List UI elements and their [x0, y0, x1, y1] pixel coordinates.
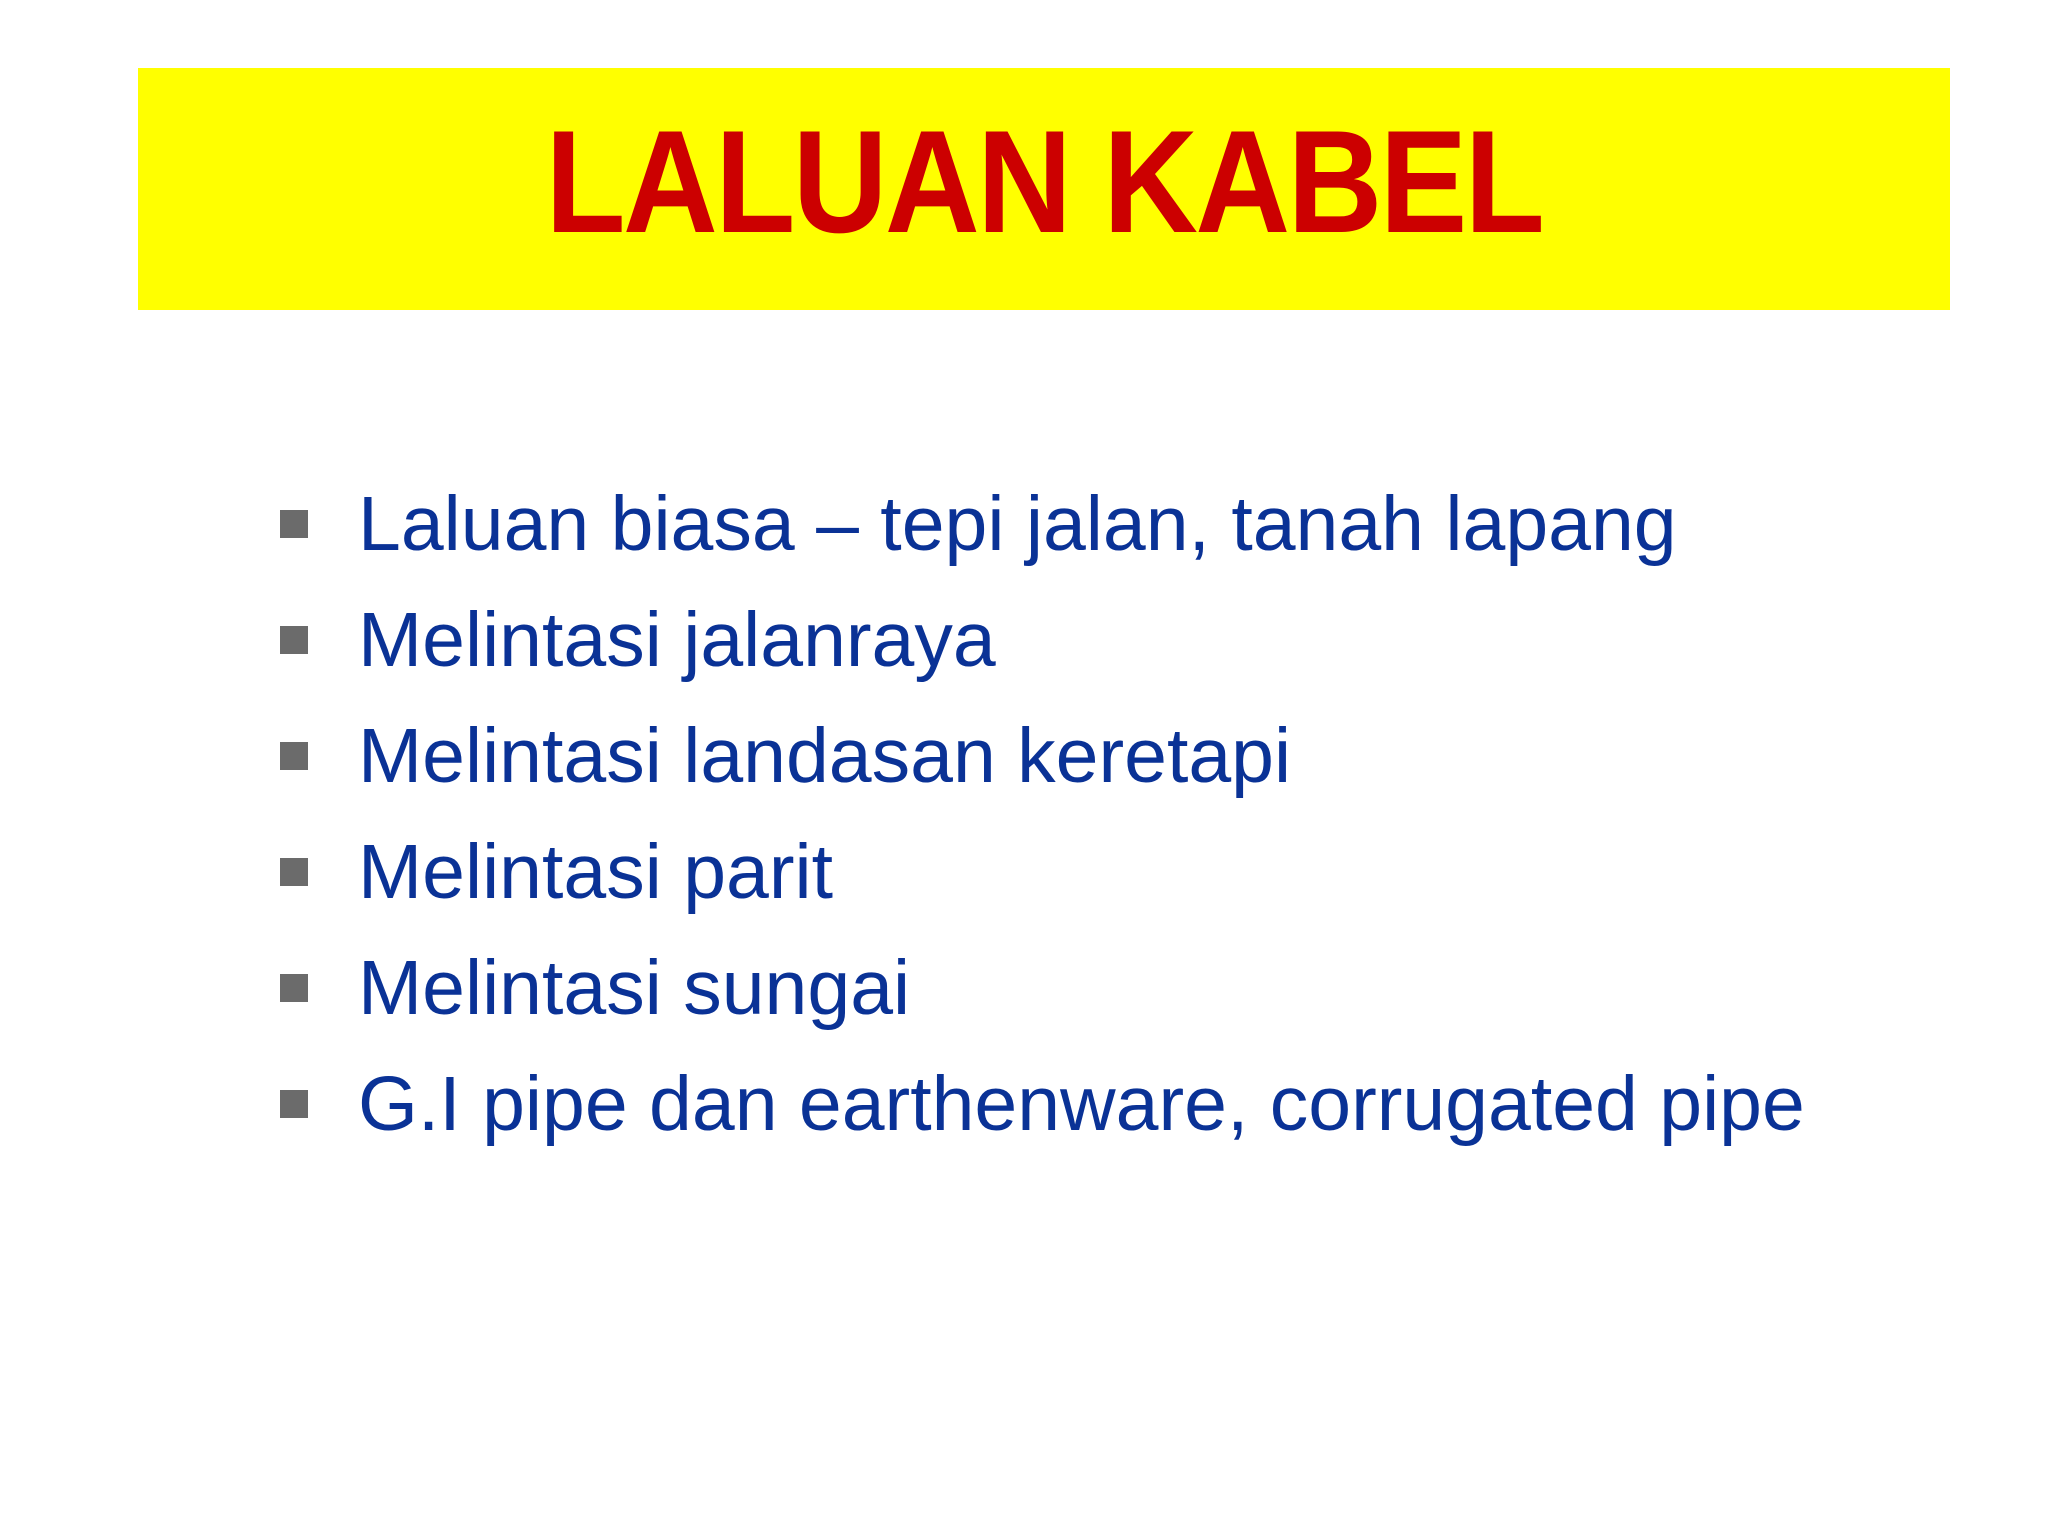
square-bullet-icon	[280, 1090, 308, 1118]
bullet-item	[280, 1046, 1805, 1162]
bullet-item	[280, 466, 1805, 582]
bullet-text: G.I pipe dan earthenware, corrugated pipe	[358, 1060, 1805, 1147]
title-band	[138, 68, 1950, 310]
bullet-text: Melintasi parit	[358, 828, 834, 915]
bullet-text: Melintasi jalanraya	[358, 596, 996, 683]
square-bullet-icon	[280, 742, 308, 770]
square-bullet-icon	[280, 626, 308, 654]
bullet-item	[280, 698, 1805, 814]
bullet-item	[280, 814, 1805, 930]
bullet-text: Melintasi landasan keretapi	[358, 712, 1292, 799]
bullet-text: Laluan biasa – tepi jalan, tanah lapang	[358, 480, 1677, 567]
bullet-item	[280, 930, 1805, 1046]
bullet-item	[280, 582, 1805, 698]
bullet-list	[280, 466, 1805, 1162]
square-bullet-icon	[280, 858, 308, 886]
square-bullet-icon	[280, 974, 308, 1002]
square-bullet-icon	[280, 510, 308, 538]
bullet-text: Melintasi sungai	[358, 944, 911, 1031]
slide-title: LALUAN KABEL	[545, 100, 1543, 263]
